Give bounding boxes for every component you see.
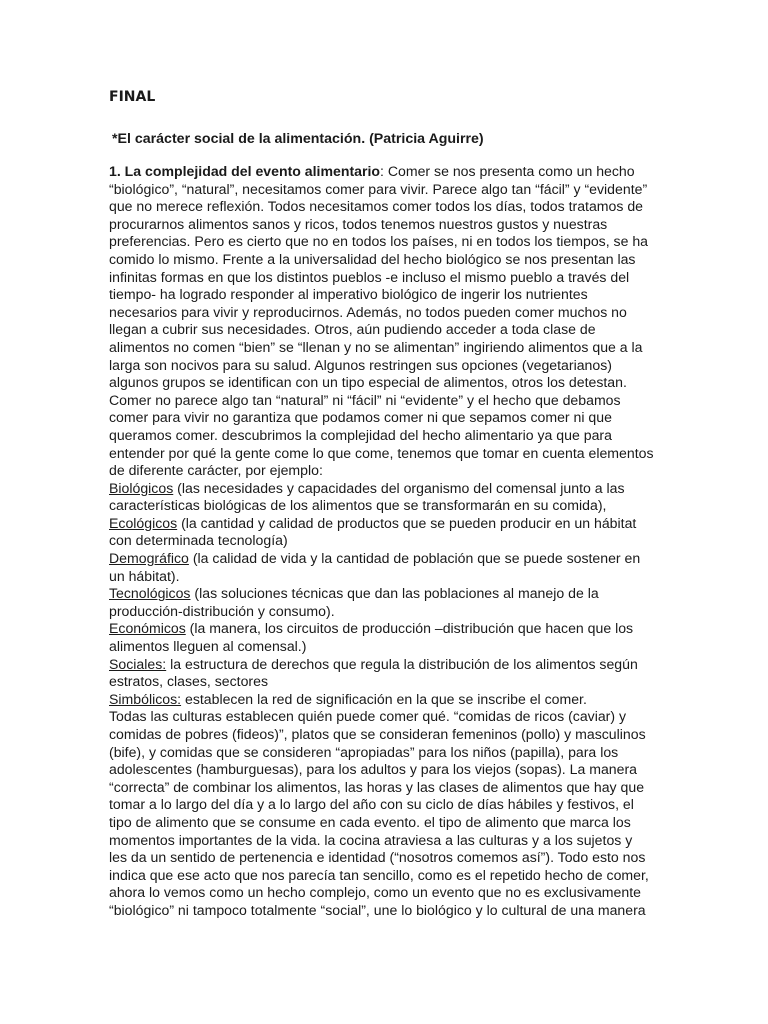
text-line [109,181,669,199]
text-line [109,779,669,797]
text-segment: “biológico”, “natural”, necesitamos comer para vivir. Parece algo tan “fácil” y “evidente” [109,180,648,197]
text-line [109,392,669,410]
text-segment: que no merece reflexión. Todos necesitamos comer todos los días, todos tratamos de [109,198,644,215]
text-segment: un hábitat). [109,567,180,584]
text-segment: comidas de pobres (fideos)”, platos que se consideran femeninos (pollo) y masculinos [109,726,646,742]
text-segment: algunos grupos se identifican con un tipo especial de alimentos, otros los detestan. [109,374,627,391]
factor-label: Sociales: [109,655,167,672]
text-line [109,638,669,656]
text-line [109,849,669,867]
document-heading: FINAL [109,89,156,105]
text-line [109,568,669,586]
text-line [109,357,669,375]
text-line [109,744,669,762]
text-segment: alimentos lleguen al comensal.) [109,638,307,655]
text-segment: “biológico” ni tampoco totalmente “social”, une lo biológico y lo cultural de una manera [109,901,646,918]
text-line [109,480,669,498]
text-line [109,726,669,744]
text-line [109,321,669,339]
text-line [109,832,669,850]
text-line [109,251,669,269]
text-segment: de diferente carácter, por ejemplo: [109,462,323,479]
text-line [109,286,669,304]
factor-label: Tecnológicos [109,585,191,602]
factor-label: Ecológicos [109,514,178,531]
text-segment: estratos, clases, sectores [109,673,269,690]
text-line [109,620,669,638]
text-line [109,673,669,691]
text-segment: comer para vivir no garantiza que podamos comer ni que sepamos comer ni que [109,409,612,426]
text-line [109,269,669,287]
text-segment: indica que ese acto que nos parecía tan sencillo, como es el repetido hecho de comer, [109,866,649,883]
text-line [109,304,669,322]
text-line [109,867,669,885]
text-line [109,462,669,480]
text-line [109,550,669,568]
text-segment: : Comer se nos presenta como un hecho [380,163,635,179]
text-line [109,884,669,902]
text-line [109,233,669,251]
text-segment: tiempo- ha logrado responder al imperativo biológico de ingerir los nutrientes [109,286,588,303]
text-segment: llegan a cubrir sus necesidades. Otros, aún pudiendo acceder a toda clase de [109,321,596,338]
section-title: 1. La complejidad del evento alimentario [109,163,380,179]
text-line [109,585,669,603]
text-segment: (las necesidades y capacidades del organismo del comensal junto a las [173,479,625,496]
text-line [109,902,669,920]
document-body [109,163,669,920]
text-segment: momentos importantes de la vida. la cocina atraviesa a las culturas y a los sujetos y [109,831,633,848]
text-line [109,198,669,216]
text-segment: les da un sentido de pertenencia e identidad (“nosotros comemos así”). Todo esto nos [109,849,646,866]
text-segment: “correcta” de combinar los alimentos, las horas y las clases de alimentos que hay que [109,778,645,795]
text-line [109,409,669,427]
text-line [109,427,669,445]
text-segment: establecen la red de significación en la que se inscribe el comer. [181,690,587,707]
text-segment: procurarnos alimentos sanos y ricos, todos tenemos nuestros gustos y nuestras [109,215,608,232]
text-line [109,656,669,674]
text-segment: tomar a lo largo del día y a lo largo del año con su ciclo de días hábiles y festivos, el [109,796,634,813]
text-line [109,761,669,779]
text-segment: alimentos no comen “bien” se “llenan y no se alimentan” ingiriendo alimentos que a la [109,338,643,355]
text-segment: entender por qué la gente come lo que come, tenemos que tomar en cuenta elementos [109,444,654,461]
text-segment: Comer no parece algo tan “natural” ni “fácil” ni “evidente” y el hecho que debamos [109,391,621,408]
text-segment: (las soluciones técnicas que dan las poblaciones al manejo de la [190,585,599,602]
text-line [109,603,669,621]
text-segment: características biológicas de los alimentos que se transformarán en su comida), [109,497,607,514]
text-segment: infinitas formas en que los distintos pueblos -e incluso el mismo pueblo a través del [109,268,630,285]
factor-label: Económicos [109,620,186,637]
text-line [109,691,669,709]
text-line [109,339,669,357]
text-segment: (la cantidad y calidad de productos que se pueden producir en un hábitat [177,514,637,531]
text-segment: la estructura de derechos que regula la distribución de los alimentos según [166,655,638,672]
text-line [109,216,669,234]
text-segment: producción-distribución y consumo). [109,602,335,619]
text-segment: tipo de alimento que se consume en cada evento. el tipo de alimento que marca los [109,813,631,830]
text-segment: queramos comer. descubrimos la complejidad del hecho alimentario ya que para [109,426,612,443]
text-segment: (la calidad de vida y la cantidad de población que se puede sostener en [188,550,641,567]
text-segment: comido lo mismo. Frente a la universalidad del hecho biológico se nos presentan las [109,250,636,267]
text-segment: (bife), y comidas que se consideren “apropiadas” para los niños (papilla), para los [109,743,619,760]
text-segment: larga son nocivos para su salud. Algunos restringen sus opciones (vegetarianos) [109,356,612,373]
text-segment: ahora lo vemos como un hecho complejo, como un evento que no es exclusivamente [109,884,641,901]
text-line [109,796,669,814]
text-line [109,374,669,392]
text-line [109,497,669,515]
factor-label: Biológicos [109,479,174,496]
text-line [109,708,669,726]
text-line [109,532,669,550]
text-segment: (la manera, los circuitos de producción –distribución que hacen que los [185,620,634,637]
text-line [109,814,669,832]
document-subtitle: *El carácter social de la alimentación. (Patricia Aguirre) [112,131,484,147]
text-segment: Todas las culturas establecen quién puede comer qué. “comidas de ricos (caviar) y [109,708,627,725]
text-segment: necesarios para vivir y reproducirnos. Además, no todos pueden comer muchos no [109,303,627,320]
text-segment: preferencias. Pero es cierto que no en todos los países, ni en todos los tiempos, se ha [109,233,649,250]
factor-label: Demográfico [109,550,189,567]
factor-label: Simbólicos: [109,690,182,707]
text-line [109,163,669,181]
text-segment: con determinada tecnología) [109,532,288,549]
text-line [109,445,669,463]
text-line [109,515,669,533]
text-segment: adolescentes (hamburguesas), para los adultos y para los viejos (sopas). La manera [109,761,638,778]
